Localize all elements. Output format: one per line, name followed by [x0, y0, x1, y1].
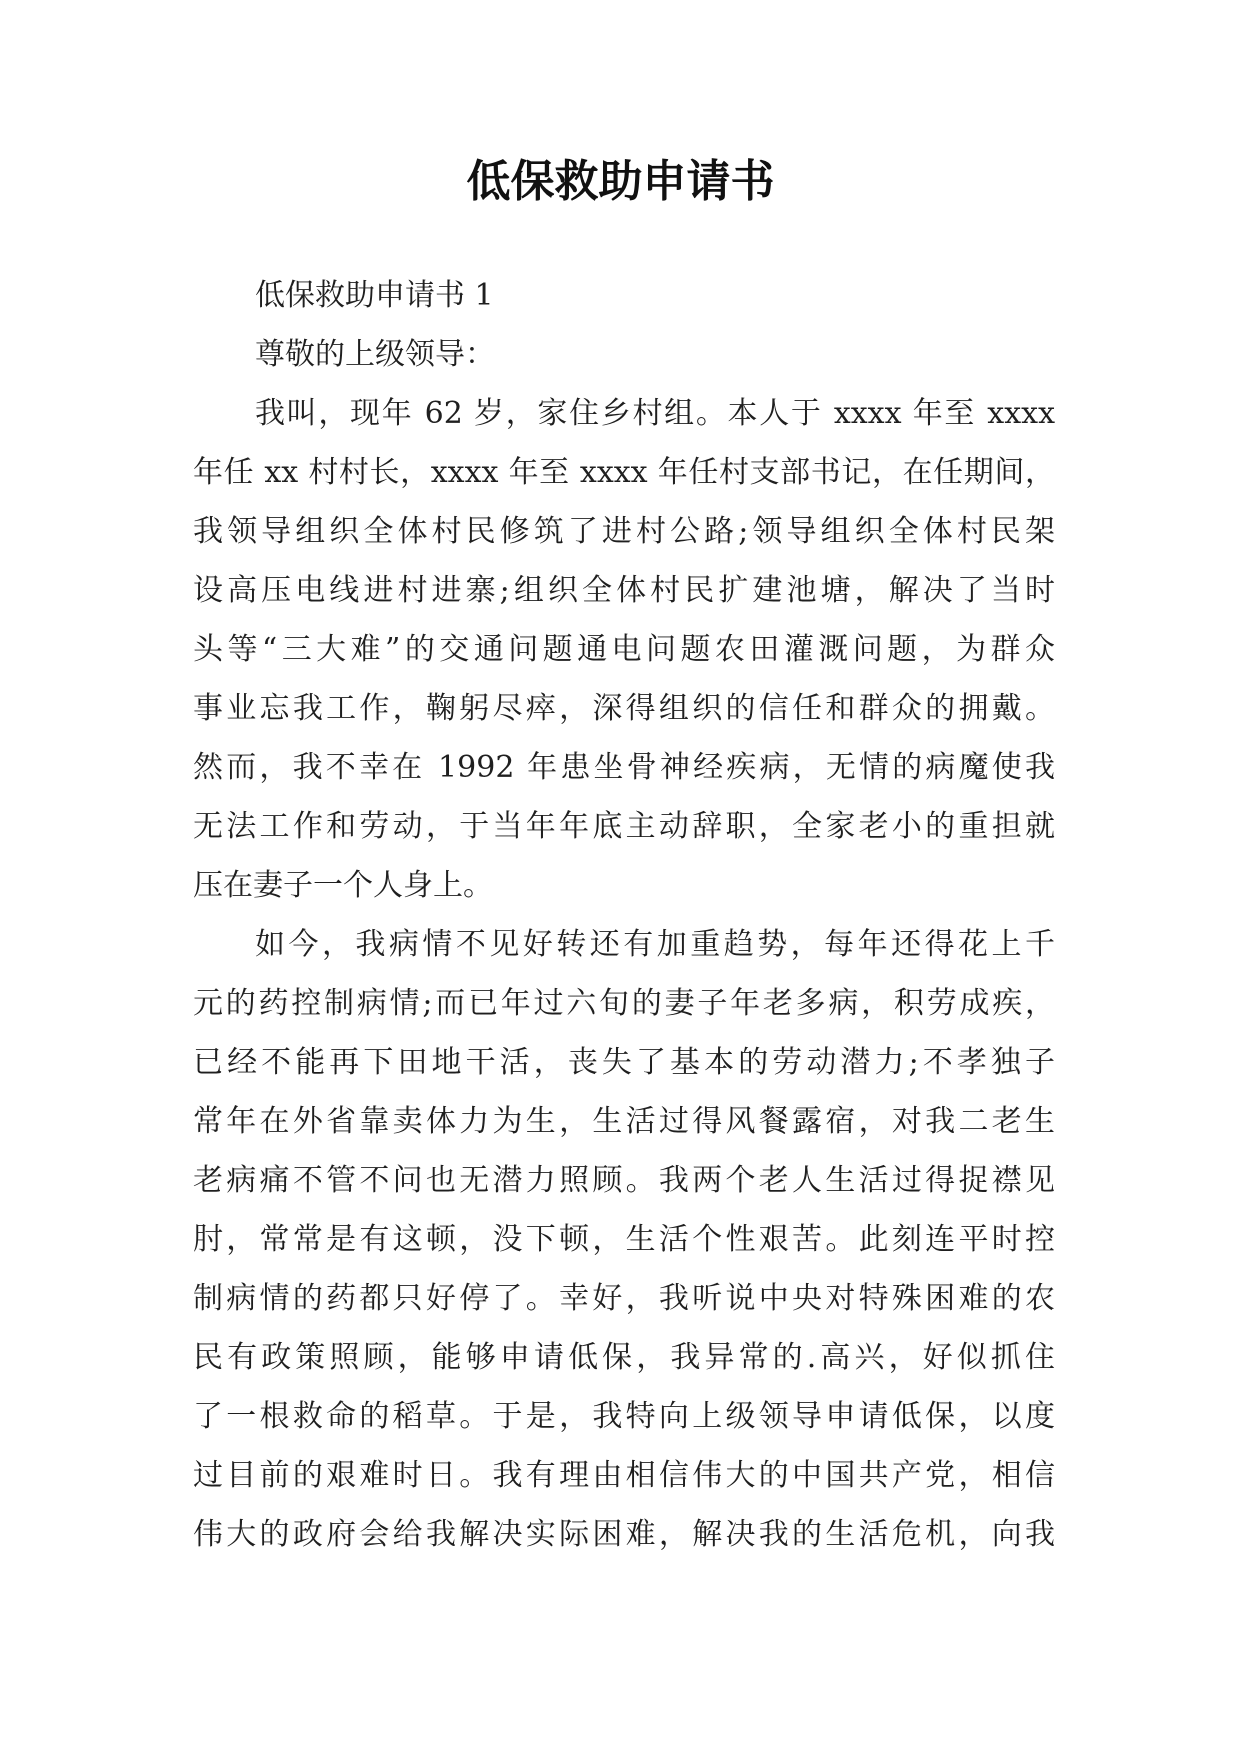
body-line: 我领导组织全体村民修筑了进村公路;领导组织全体村民架 [193, 514, 1055, 549]
body-line: 头等“三大难”的交通问题通电问题农田灌溉问题，为群众 [193, 632, 1055, 667]
salutation: 尊敬的上级领导： [255, 337, 495, 372]
body-line: 已经不能再下田地干活，丧失了基本的劳动潜力;不孝独子 [193, 1045, 1055, 1080]
body-line: 常年在外省靠卖体力为生，生活过得风餐露宿，对我二老生 [193, 1104, 1055, 1139]
body-line: 设高压电线进村进寨;组织全体村民扩建池塘，解决了当时 [193, 573, 1055, 608]
body-line: 民有政策照顾，能够申请低保，我异常的.高兴，好似抓住 [193, 1340, 1055, 1375]
body-line: 了一根救命的稻草。于是，我特向上级领导申请低保，以度 [193, 1399, 1055, 1434]
body-line: 肘，常常是有这顿，没下顿，生活个性艰苦。此刻连平时控 [193, 1222, 1055, 1257]
body-line: 年任 xx 村村长，xxxx 年至 xxxx 年任村支部书记，在任期间， [193, 455, 1055, 490]
body-line: 事业忘我工作，鞠躬尽瘁，深得组织的信任和群众的拥戴。 [193, 691, 1055, 726]
body-line: 制病情的药都只好停了。幸好，我听说中央对特殊困难的农 [193, 1281, 1055, 1316]
body-line: 过目前的艰难时日。我有理由相信伟大的中国共产党，相信 [193, 1458, 1055, 1493]
body-line: 然而，我不幸在 1992 年患坐骨神经疾病，无情的病魔使我 [193, 750, 1055, 785]
body-line: 老病痛不管不问也无潜力照顾。我两个老人生活过得捉襟见 [193, 1163, 1055, 1198]
body-line: 如今，我病情不见好转还有加重趋势，每年还得花上千 [255, 927, 1055, 962]
document-body [193, 266, 1055, 1564]
document-title: 低保救助申请书 [466, 156, 775, 207]
body-line: 我叫，现年 62 岁，家住乡村组。本人于 xxxx 年至 xxxx [255, 396, 1055, 431]
section-heading: 低保救助申请书 1 [255, 278, 494, 313]
body-line: 压在妻子一个人身上。 [193, 868, 493, 903]
body-line: 元的药控制病情;而已年过六旬的妻子年老多病，积劳成疾， [193, 986, 1055, 1021]
body-line: 伟大的政府会给我解决实际困难，解决我的生活危机，向我 [193, 1517, 1055, 1552]
body-line: 无法工作和劳动，于当年年底主动辞职，全家老小的重担就 [193, 809, 1055, 844]
